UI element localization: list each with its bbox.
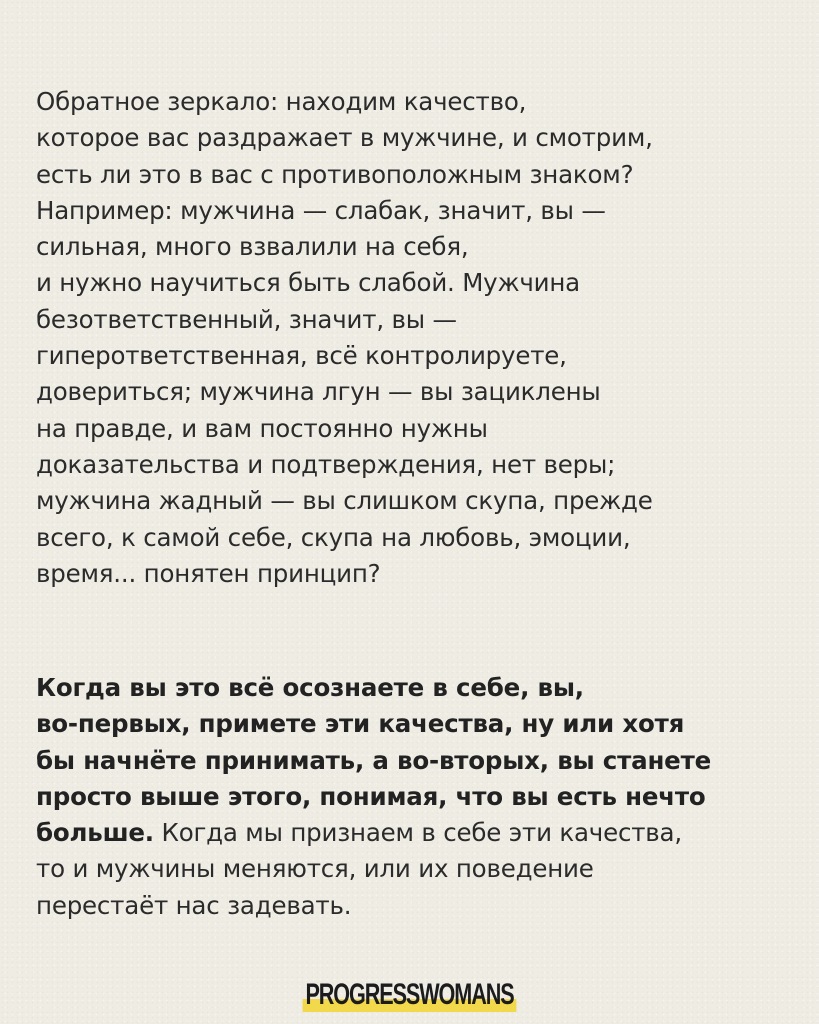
text-line: то и мужчины меняются, или их поведение <box>36 854 594 884</box>
text-line: доказательства и подтверждения, нет веры; <box>36 449 616 479</box>
bold-fragment: больше. <box>36 818 154 848</box>
text-line: всего, к самой себе, скупа на любовь, эмоции, <box>36 522 631 552</box>
bold-text-line: бы начнёте принимать, а во-вторых, вы станете <box>36 745 712 775</box>
text-line: и нужно научиться быть слабой. Мужчина <box>36 268 580 298</box>
text-line: довериться; мужчина лгун — вы зациклены <box>36 377 601 407</box>
bold-text-line: Когда вы это всё осознаете в себе, вы, <box>36 673 584 702</box>
regular-fragment: Когда мы признаем в себе эти качества, <box>153 818 682 848</box>
text-line: сильная, много взвалили на себя, <box>36 232 469 262</box>
mixed-text-line <box>36 815 796 851</box>
paragraph-1 <box>36 84 796 592</box>
text-line: Например: мужчина — слабак, значит, вы — <box>36 195 606 225</box>
text-line: гиперответственная, всё контролируете, <box>36 341 567 371</box>
bold-text-line: просто выше этого, понимая, что вы есть нечто <box>36 781 706 811</box>
text-line: которое вас раздражает в мужчине, и смотрим, <box>36 123 653 153</box>
text-line: безответственный, значит, вы — <box>36 304 457 334</box>
text-line: на правде, и вам постоянно нужны <box>36 413 488 443</box>
paragraph-2 <box>36 670 796 924</box>
text-line: перестаёт нас задевать. <box>36 890 352 920</box>
brand-logo-text: PROGRESSWOMANS <box>303 978 517 1012</box>
text-line: мужчина жадный — вы слишком скупа, прежде <box>36 486 653 516</box>
bold-text-line: во-первых, примете эти качества, ну или хотя <box>36 709 685 739</box>
brand-footer <box>0 978 819 1012</box>
text-line: время... понятен принцип? <box>36 558 381 588</box>
text-line: есть ли это в вас с противоположным знаком? <box>36 159 634 189</box>
text-line: Обратное зеркало: находим качество, <box>36 87 527 116</box>
